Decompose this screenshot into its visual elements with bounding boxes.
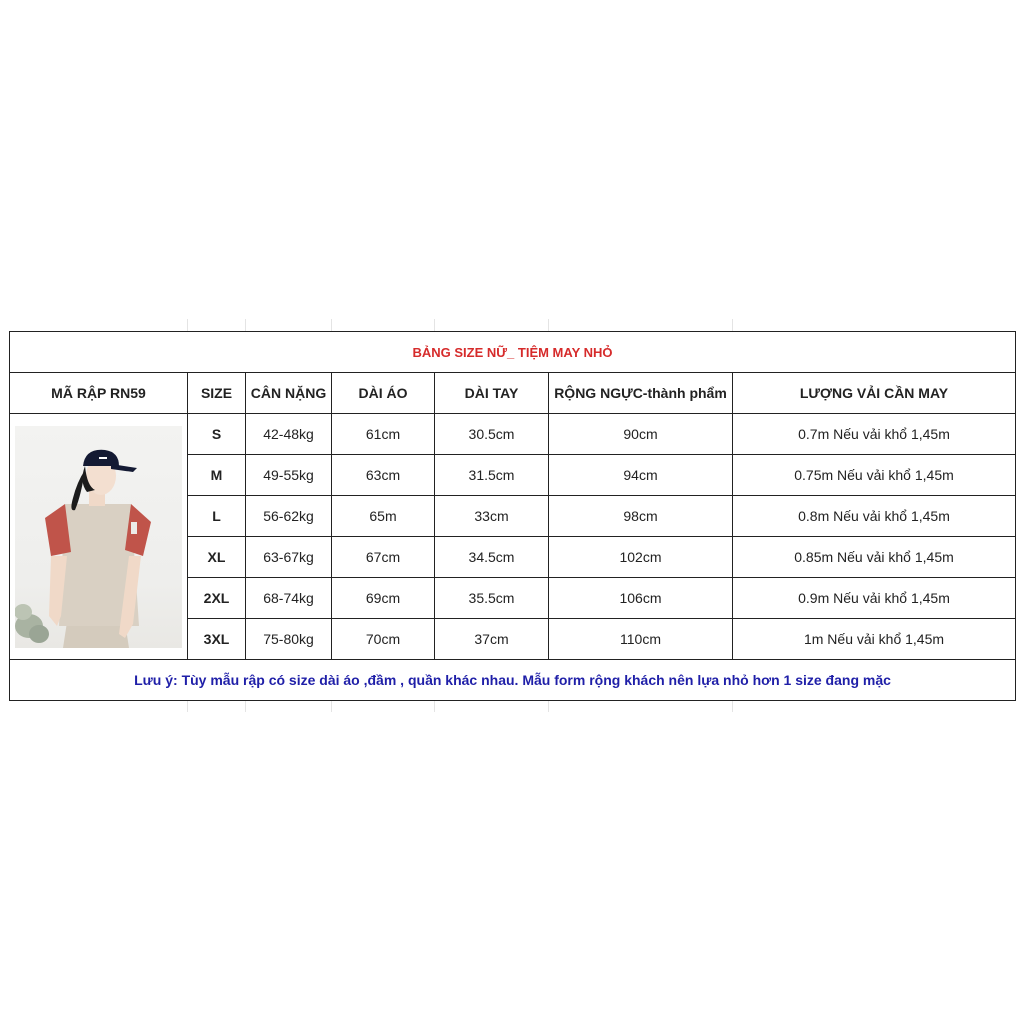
chest-width-cell: 110cm xyxy=(549,619,733,660)
size-cell: S xyxy=(188,414,246,455)
header-row xyxy=(10,373,1016,414)
weight-cell: 63-67kg xyxy=(246,537,332,578)
weight-cell: 68-74kg xyxy=(246,578,332,619)
fabric-needed-cell: 0.8m Nếu vải khổ 1,45m xyxy=(733,496,1016,537)
size-cell: L xyxy=(188,496,246,537)
size-cell: 2XL xyxy=(188,578,246,619)
table-title: BẢNG SIZE NỮ_ TIỆM MAY NHỎ xyxy=(10,332,1016,373)
weight-cell: 49-55kg xyxy=(246,455,332,496)
header-size: SIZE xyxy=(188,373,246,414)
gridline xyxy=(187,700,188,712)
shirt-length-cell: 61cm xyxy=(332,414,435,455)
chest-width-cell: 90cm xyxy=(549,414,733,455)
weight-cell: 75-80kg xyxy=(246,619,332,660)
gridline xyxy=(434,319,435,331)
gridline xyxy=(331,700,332,712)
shirt-length-cell: 65m xyxy=(332,496,435,537)
gridline xyxy=(187,319,188,331)
weight-cell: 56-62kg xyxy=(246,496,332,537)
fabric-needed-cell: 0.7m Nếu vải khổ 1,45m xyxy=(733,414,1016,455)
sleeve-length-cell: 34.5cm xyxy=(435,537,549,578)
size-chart-table xyxy=(9,331,1016,701)
size-cell: M xyxy=(188,455,246,496)
chest-width-cell: 102cm xyxy=(549,537,733,578)
table-row xyxy=(10,414,1016,455)
weight-cell: 42-48kg xyxy=(246,414,332,455)
header-chest-width: RỘNG NGỰC-thành phẩm xyxy=(549,373,733,414)
header-sleeve-length: DÀI TAY xyxy=(435,373,549,414)
gridline xyxy=(732,700,733,712)
header-pattern-code: MÃ RẬP RN59 xyxy=(10,373,188,414)
header-weight: CÂN NẶNG xyxy=(246,373,332,414)
shirt-length-cell: 67cm xyxy=(332,537,435,578)
fabric-needed-cell: 1m Nếu vải khổ 1,45m xyxy=(733,619,1016,660)
fabric-needed-cell: 0.9m Nếu vải khổ 1,45m xyxy=(733,578,1016,619)
chest-width-cell: 94cm xyxy=(549,455,733,496)
shirt-length-cell: 63cm xyxy=(332,455,435,496)
gridline xyxy=(548,319,549,331)
model-illustration xyxy=(15,426,182,648)
gridline xyxy=(732,319,733,331)
gridline xyxy=(245,700,246,712)
gridline xyxy=(434,700,435,712)
fabric-needed-cell: 0.75m Nếu vải khổ 1,45m xyxy=(733,455,1016,496)
plant-icon xyxy=(15,604,49,643)
size-note: Lưu ý: Tùy mẫu rập có size dài áo ,đầm , quần khác nhau. Mẫu form rộng khách nên lựa nhỏ hơn 1 size đang mặc xyxy=(10,660,1016,701)
header-shirt-length: DÀI ÁO xyxy=(332,373,435,414)
header-fabric-needed: LƯỢNG VẢI CẦN MAY xyxy=(733,373,1016,414)
size-cell: XL xyxy=(188,537,246,578)
sleeve-length-cell: 35.5cm xyxy=(435,578,549,619)
sleeve-length-cell: 37cm xyxy=(435,619,549,660)
sleeve-length-cell: 31.5cm xyxy=(435,455,549,496)
product-photo-cell xyxy=(10,414,188,660)
chest-width-cell: 106cm xyxy=(549,578,733,619)
size-cell: 3XL xyxy=(188,619,246,660)
fabric-needed-cell: 0.85m Nếu vải khổ 1,45m xyxy=(733,537,1016,578)
chest-width-cell: 98cm xyxy=(549,496,733,537)
sleeve-length-cell: 30.5cm xyxy=(435,414,549,455)
shirt-length-cell: 69cm xyxy=(332,578,435,619)
gridline xyxy=(548,700,549,712)
gridline xyxy=(245,319,246,331)
shirt-length-cell: 70cm xyxy=(332,619,435,660)
gridline xyxy=(331,319,332,331)
sleeve-length-cell: 33cm xyxy=(435,496,549,537)
product-photo xyxy=(15,426,182,648)
